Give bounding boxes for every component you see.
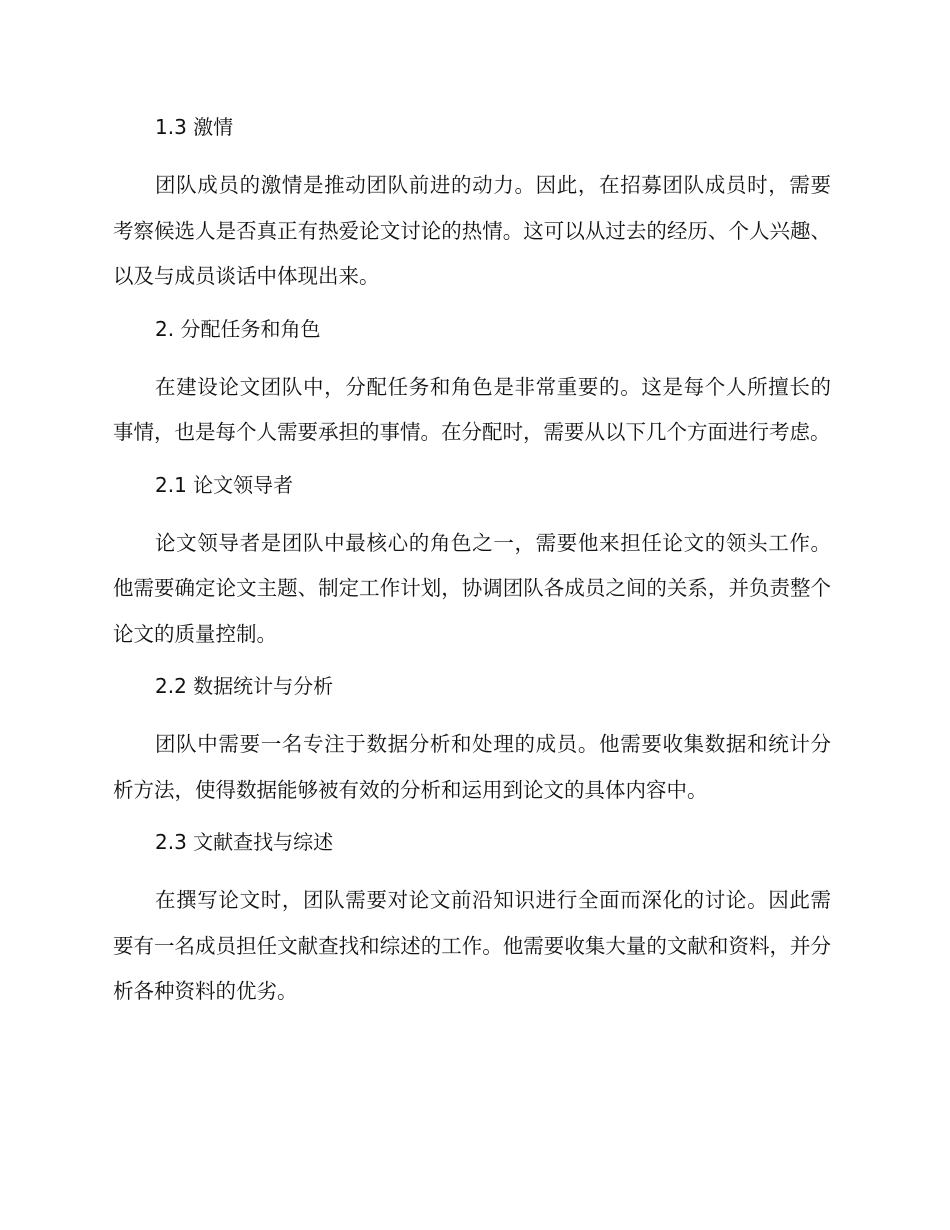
section-paragraph: 在建设论文团队中，分配任务和角色是非常重要的。这是每个人所擅长的事情，也是每个人需要承担的事情。在分配时，需要从以下几个方面进行考虑。 (113, 374, 831, 444)
section-heading: 2. 分配任务和角色 (155, 316, 321, 341)
section-heading: 2.3 文献查找与综述 (155, 830, 334, 854)
section-paragraph: 团队成员的激情是推动团队前进的动力。因此，在招募团队成员时，需要考察候选人是否真正有热爱论文讨论的热情。这可以从过去的经历、个人兴趣、以及与成员谈话中体现出来。 (113, 173, 831, 288)
section-heading: 2.1 论文领导者 (155, 472, 294, 497)
section-paragraph: 论文领导者是团队中最核心的角色之一，需要他来担任论文的领头工作。他需要确定论文主题、制定工作计划，协调团队各成员之间的关系，并负责整个论文的质量控制。 (113, 530, 831, 646)
section-paragraph: 在撰写论文时，团队需要对论文前沿知识进行全面而深化的讨论。因此需要有一名成员担任文献查找和综述的工作。他需要收集大量的文献和资料，并分析各种资料的优劣。 (113, 888, 831, 1003)
document-page (113, 110, 831, 1015)
section-heading: 2.2 数据统计与分析 (155, 674, 334, 698)
section-heading: 1.3 激情 (155, 115, 234, 139)
section-paragraph: 团队中需要一名专注于数据分析和处理的成员。他需要收集数据和统计分析方法，使得数据能够被有效的分析和运用到论文的具体内容中。 (113, 732, 831, 802)
